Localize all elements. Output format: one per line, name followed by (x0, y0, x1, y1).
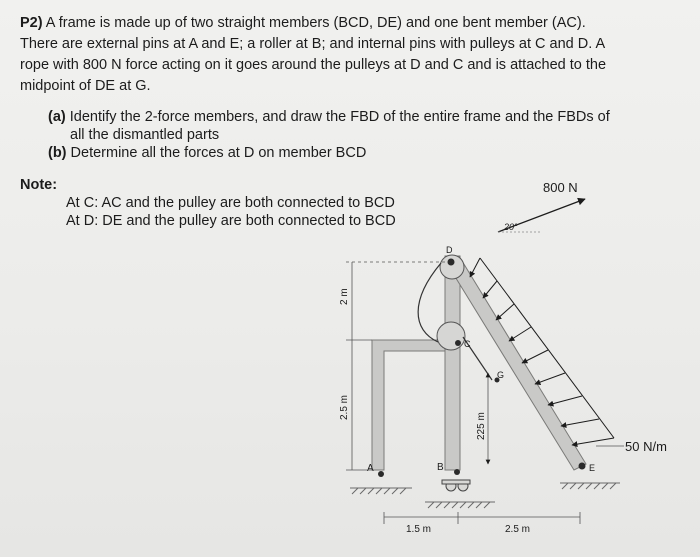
note-line-1: At C: AC and the pulley are both connected to BCD (66, 195, 395, 211)
label-g: G (497, 370, 505, 380)
dim-2m: 2 m (339, 288, 350, 305)
pulley-d (440, 255, 464, 279)
dist-load-label: 50 N/m (625, 439, 667, 454)
label-e: E (589, 463, 596, 473)
label-b: B (437, 462, 444, 473)
rope (418, 263, 441, 342)
dim-2-5m-horizontal: 2.5 m (505, 524, 531, 535)
part-b-label: (b) (48, 145, 67, 161)
dim-1-5m: 1.5 m (406, 524, 432, 535)
pin-e (579, 463, 586, 470)
member-bcd (445, 256, 460, 470)
pin-d (448, 259, 455, 266)
pin-b (454, 469, 460, 475)
member-de (446, 256, 586, 470)
dim-225m: 225 m (476, 412, 487, 440)
problem-line-3: rope with 800 N force acting on it goes around the pulleys at D and C and is attached to the (20, 57, 607, 73)
part-a-text-1: Identify the 2-force members, and draw the FBD of the entire frame and the FBDs of (65, 109, 610, 125)
part-a-text-2: all the dismantled parts (70, 127, 220, 143)
pin-c (455, 340, 461, 346)
angle-label: 20° (504, 222, 518, 232)
problem-label: P2) (20, 15, 43, 31)
pulley-c (437, 322, 465, 350)
member-ac (372, 340, 450, 470)
label-a: A (367, 463, 374, 474)
label-c: C (464, 339, 471, 349)
problem-text-1: A frame is made up of two straight members (BCD, DE) and one bent member (AC). (42, 15, 586, 31)
part-a-label: (a) (48, 109, 66, 125)
note-label: Note: (20, 177, 58, 193)
force-label: 800 N (543, 180, 578, 195)
roller-b (442, 480, 470, 491)
ground-hatching (350, 483, 620, 508)
part-b-text-1: Determine all the forces at D on member BCD (66, 145, 367, 161)
problem-line-2: There are external pins at A and E; a roller at B; and internal pins with pulleys at C and D. A (20, 36, 606, 52)
note-line-2: At D: DE and the pulley are both connected to BCD (66, 213, 396, 229)
dim-2-5m-vertical: 2.5 m (339, 394, 350, 420)
label-d: D (446, 245, 453, 255)
problem-line-4: midpoint of DE at G. (20, 78, 151, 94)
pin-a (378, 471, 384, 477)
